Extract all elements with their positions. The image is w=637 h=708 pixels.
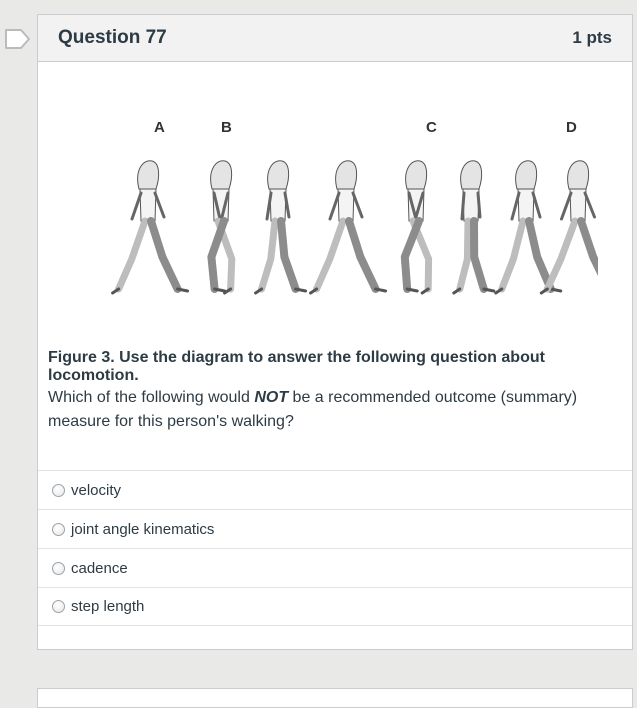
- prompt-text-after: be a recommended outcome (summary) measure for this person's walking?: [48, 389, 578, 430]
- question-card: [37, 14, 633, 650]
- answer-option-cadence[interactable]: [38, 548, 632, 587]
- radio-button[interactable]: [52, 562, 65, 575]
- answer-option-velocity[interactable]: [38, 470, 632, 509]
- prompt-emphasis: NOT: [254, 389, 289, 406]
- question-points: 1 pts: [572, 28, 612, 47]
- walking-figure: [311, 161, 386, 293]
- walking-figure: [113, 161, 188, 293]
- walking-figure: [256, 161, 306, 293]
- answer-option-joint-angle-kinematics[interactable]: [38, 509, 632, 548]
- answer-option-step-length[interactable]: [38, 587, 632, 626]
- question-title: Question 77: [58, 27, 167, 48]
- figure-label-b: B: [221, 119, 232, 136]
- answer-label: cadence: [71, 559, 128, 577]
- question-header: [38, 15, 632, 62]
- answer-label: joint angle kinematics: [71, 520, 215, 538]
- walking-figure: [211, 161, 232, 293]
- next-question-card: [37, 688, 633, 708]
- answer-label: step length: [71, 598, 145, 615]
- figure-label-d: D: [566, 119, 577, 136]
- figure-label-a: A: [154, 119, 165, 136]
- radio-button[interactable]: [52, 600, 65, 613]
- walking-figure: [405, 161, 429, 293]
- walking-figures-illustration: [78, 111, 598, 311]
- question-prompt: [48, 386, 608, 434]
- bookmark-flag-icon[interactable]: [4, 28, 32, 50]
- answer-label: velocity: [71, 481, 122, 499]
- radio-button[interactable]: [52, 523, 65, 536]
- figure-caption: Figure 3. Use the diagram to answer the following question about locomotion.: [48, 349, 545, 384]
- gait-figure: [78, 111, 598, 311]
- walking-figure: [541, 161, 598, 293]
- walking-figure: [454, 161, 494, 293]
- figure-label-c: C: [426, 119, 437, 136]
- answer-list: [38, 470, 632, 626]
- prompt-text-before: Which of the following would: [48, 389, 255, 406]
- radio-button[interactable]: [52, 484, 65, 497]
